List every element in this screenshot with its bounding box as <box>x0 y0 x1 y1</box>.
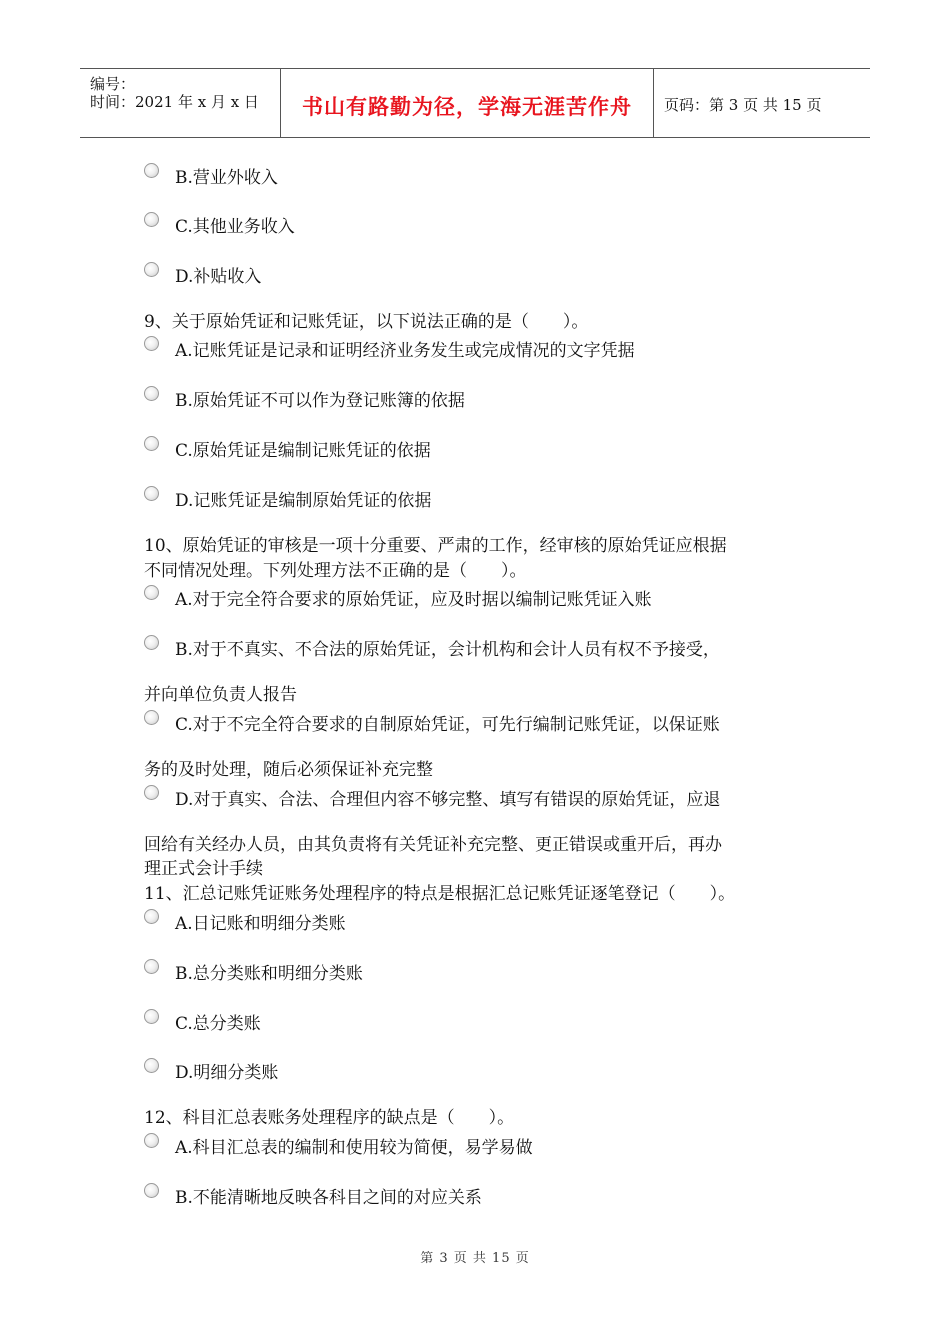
header-motto: 书山有路勤为径，学海无涯苦作舟 <box>302 94 632 119</box>
q10-option-d-continuation-2: 理正式会计手续 <box>144 859 263 879</box>
q10-stem-line2: 不同情况处理。下列处理方法不正确的是（ ）。 <box>144 561 527 581</box>
radio-button-icon[interactable] <box>144 486 159 501</box>
q9-stem: 9、关于原始凭证和记账凭证，以下说法正确的是（ ）。 <box>144 312 589 332</box>
header-page-code: 页码：第 3 页 共 15 页 <box>664 96 822 114</box>
radio-button-icon[interactable] <box>144 785 159 800</box>
radio-button-icon[interactable] <box>144 163 159 178</box>
radio-button-icon[interactable] <box>144 336 159 351</box>
q10-option-b-continuation: 并向单位负责人报告 <box>144 685 297 705</box>
document-time-label: 时间：2021 年 x 月 x 日 <box>90 93 259 111</box>
q11-stem: 11、汇总记账凭证账务处理程序的特点是根据汇总记账凭证逐笔登记（ ）。 <box>144 884 736 904</box>
radio-button-icon[interactable] <box>144 585 159 600</box>
header-motto-cell <box>281 69 654 137</box>
radio-button-icon[interactable] <box>144 909 159 924</box>
radio-button-icon[interactable] <box>144 1058 159 1073</box>
radio-button-icon[interactable] <box>144 212 159 227</box>
radio-button-icon[interactable] <box>144 1009 159 1024</box>
radio-button-icon[interactable] <box>144 635 159 650</box>
radio-button-icon[interactable] <box>144 436 159 451</box>
header-info-cell <box>80 69 281 137</box>
radio-button-icon[interactable] <box>144 959 159 974</box>
radio-button-icon[interactable] <box>144 262 159 277</box>
q10-option-c-continuation: 务的及时处理，随后必须保证补充完整 <box>144 760 433 780</box>
page-footer: 第 3 页 共 15 页 <box>420 1251 530 1266</box>
radio-button-icon[interactable] <box>144 386 159 401</box>
radio-button-icon[interactable] <box>144 1133 159 1148</box>
radio-button-icon[interactable] <box>144 710 159 725</box>
q12-stem: 12、科目汇总表账务处理程序的缺点是（ ）。 <box>144 1108 515 1128</box>
document-number-label: 编号： <box>90 75 136 93</box>
q10-stem-line1: 10、原始凭证的审核是一项十分重要、严肃的工作，经审核的原始凭证应根据 <box>144 536 727 556</box>
page-header <box>80 68 870 138</box>
q10-option-d-continuation-1: 回给有关经办人员，由其负责将有关凭证补充完整、更正错误或重开后，再办 <box>144 835 722 855</box>
header-page-cell <box>654 69 870 137</box>
radio-button-icon[interactable] <box>144 1183 159 1198</box>
